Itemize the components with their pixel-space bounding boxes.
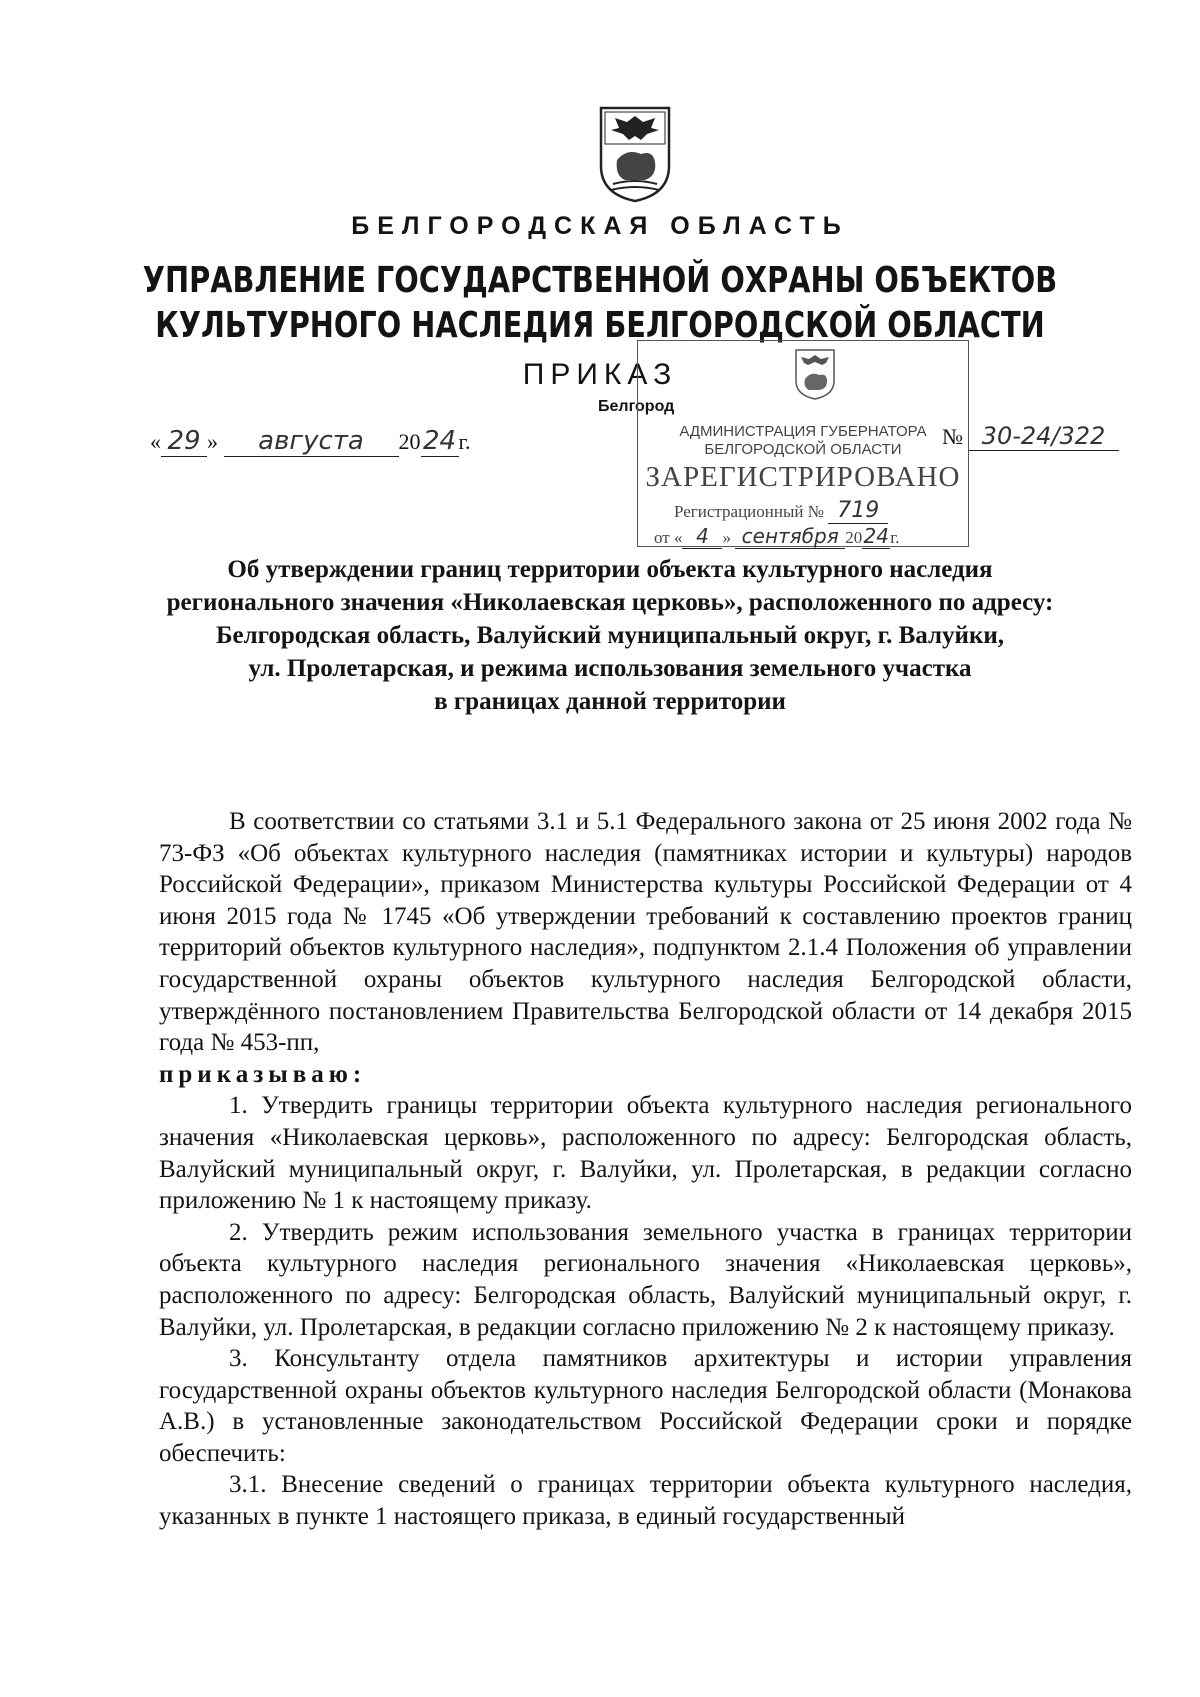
date-day: 29 bbox=[161, 426, 207, 457]
paragraph-1: 1. Утвердить границы территории объекта культурного наследия регионального значения «Николаевская церковь», расположенного по адресу: Белгородская область, Валуйский муниципальный округ, г. Валуйки, ул. Пролетарская, в редакции согласно приложению № 1 к настоящему приказу. bbox=[159, 1092, 1132, 1215]
number-label: № bbox=[942, 424, 963, 449]
stamp-date-line bbox=[654, 524, 964, 549]
date-quote-close: » bbox=[207, 429, 218, 454]
coat-of-arms-icon bbox=[597, 104, 673, 204]
stamp-reg-label: Регистрационный № bbox=[674, 502, 824, 521]
stamp-emblem-icon bbox=[793, 347, 837, 401]
paragraph-3-1: 3.1. Внесение сведений о границах территории объекта культурного наследия, указанных в пункте 1 настоящего приказа, в единый государственный bbox=[159, 1471, 1132, 1531]
order-date bbox=[150, 426, 510, 476]
stamp-registered: ЗАРЕГИСТРИРОВАНО bbox=[645, 461, 961, 493]
number-value: 30-24/322 bbox=[969, 422, 1119, 451]
stamp-reg-number: 719 bbox=[828, 498, 888, 524]
date-year-unit: г. bbox=[458, 429, 471, 454]
body-intro-text: В соответствии со статьями 3.1 и 5.1 Федерального закона от 25 июня 2002 года № 73-ФЗ «Об объектах культурного наследия (памятниках истории и культуры) народов Российской Федерации», приказом Министерства культуры Российской Федерации от 4 июня 2015 года № 1745 «Об утверждении требований к составлению проектов границ территорий объектов культурного наследия», подпунктом 2.1.4 Положения об управлении государственной охраны объектов культурного наследия Белгородской области, утверждённого постановлением Правительства Белгородской области от 14 декабря 2015 года № 453-пп, bbox=[159, 808, 1132, 1057]
title-line: ул. Пролетарская, и режима использования земельного участка bbox=[248, 655, 972, 682]
date-quote-open: « bbox=[150, 429, 161, 454]
date-month: августа bbox=[224, 426, 399, 457]
stamp-date-year: 24 bbox=[863, 524, 889, 548]
body-intro bbox=[159, 806, 1132, 1090]
stamp-date-unit: г. bbox=[890, 528, 900, 547]
document-title bbox=[140, 553, 1080, 718]
paragraph-3: 3. Консультанту отдела памятников архитектуры и истории управления государственной охраны объектов культурного наследия Белгородской области (Монакова А.В.) в установленные законодательством Российской Федерации сроки и порядке обеспечить: bbox=[159, 1345, 1132, 1467]
agency-name-line2: КУЛЬТУРНОГО НАСЛЕДИЯ БЕЛГОРОДСКОЙ ОБЛАСТИ bbox=[155, 305, 1045, 346]
order-word: приказываю: bbox=[159, 1060, 367, 1088]
paragraph-2: 2. Утвердить режим использования земельного участка в границах территории объекта культурного наследия регионального значения «Николаевская церковь», расположенного по адресу: Белгородская область, Валуйский муниципальный округ, г. Валуйки, ул. Пролетарская, в редакции согласно приложению № 2 к настоящему приказу. bbox=[159, 1218, 1132, 1341]
date-year: 24 bbox=[421, 426, 459, 457]
agency-name-line1: УПРАВЛЕНИЕ ГОСУДАРСТВЕННОЙ ОХРАНЫ ОБЪЕКТОВ bbox=[142, 260, 1058, 301]
title-line: Об утверждении границ территории объекта культурного наследия bbox=[227, 556, 993, 583]
document-type: ПРИКАЗ bbox=[522, 358, 678, 391]
stamp-line1: АДМИНИСТРАЦИЯ ГУБЕРНАТОРА bbox=[679, 423, 927, 440]
stamp-date-prefix: от « bbox=[654, 528, 683, 547]
title-line: регионального значения «Николаевская церковь», расположенного по адресу: bbox=[166, 589, 1054, 616]
stamp-date-day: 4 bbox=[682, 524, 722, 549]
title-line: в границах данной территории bbox=[434, 688, 786, 715]
stamp-date-month: сентября bbox=[735, 524, 845, 549]
title-line: Белгородская область, Валуйский муниципальный округ, г. Валуйки, bbox=[215, 622, 1004, 649]
stamp-date-mid: » bbox=[722, 528, 731, 547]
document-body bbox=[159, 806, 1132, 1533]
stamp-reg-line bbox=[674, 498, 888, 524]
registration-stamp bbox=[637, 340, 969, 547]
city-name: Белгород bbox=[598, 398, 675, 415]
date-year-prefix: 20 bbox=[398, 429, 421, 454]
region-name: БЕЛГОРОДСКАЯ ОБЛАСТЬ bbox=[351, 212, 849, 240]
stamp-date-year-prefix: 20 bbox=[845, 528, 863, 547]
stamp-line2: БЕЛГОРОДСКОЙ ОБЛАСТИ bbox=[704, 441, 902, 458]
